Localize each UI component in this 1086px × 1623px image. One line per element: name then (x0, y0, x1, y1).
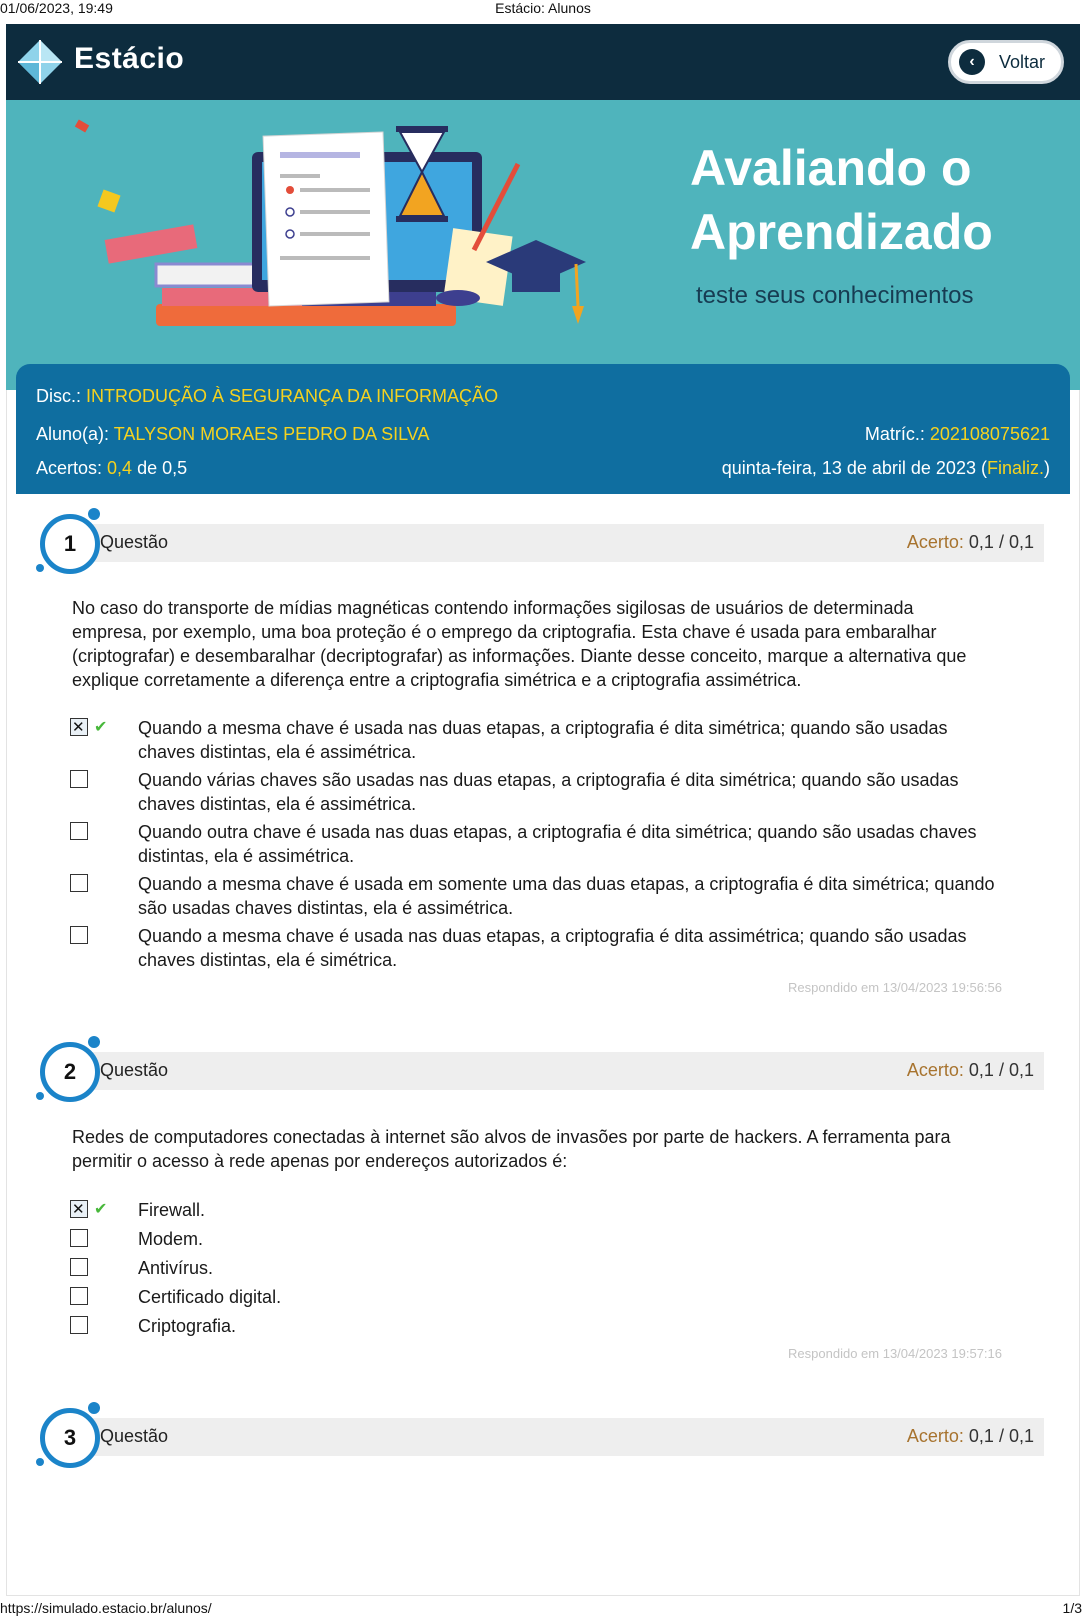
exam-date: quinta-feira, 13 de abril de 2023 (721, 458, 976, 478)
question-bar (82, 1052, 1044, 1090)
back-button-label: Voltar (999, 51, 1046, 72)
question-number: 3 (63, 1425, 77, 1450)
banner (6, 100, 1080, 390)
score-value: 0,1 (968, 1060, 994, 1080)
score-label: Acerto: (906, 1060, 964, 1080)
question-score (907, 1426, 1034, 1447)
question-number: 2 (63, 1059, 77, 1084)
matric-value: 202108075621 (929, 424, 1050, 444)
checkbox[interactable] (70, 1316, 88, 1334)
banner-title (690, 136, 993, 264)
question-header (36, 504, 1042, 584)
hits-value: 0,4 (107, 458, 133, 478)
question-label: Questão (100, 532, 169, 552)
question-bar (82, 524, 1044, 562)
print-page-number: 1/3 (1062, 1600, 1082, 1616)
status-close: ) (1044, 458, 1050, 478)
option-text: Criptografia. (138, 1316, 237, 1336)
question-header (36, 1398, 1042, 1478)
checkbox[interactable] (70, 822, 88, 840)
status-value: Finaliz. (986, 458, 1044, 478)
hits-row (36, 458, 187, 479)
question-label: Questão (100, 1426, 169, 1446)
study-illustration-icon (66, 112, 586, 342)
hits-total: de 0,5 (137, 458, 188, 478)
question-score (907, 532, 1034, 553)
checkbox[interactable] (70, 1258, 88, 1276)
back-button[interactable] (948, 40, 1064, 84)
banner-title-line-2: Aprendizado (690, 204, 993, 260)
discipline-value: INTRODUÇÃO À SEGURANÇA DA INFORMAÇÃO (86, 386, 499, 406)
option-text: Quando a mesma chave é usada nas duas etapas, a criptografia é dita assimétrica; quando são usadas chaves distintas, ela é simétrica. (138, 926, 967, 970)
correct-check-icon: ✔ (94, 719, 108, 736)
option-text: Modem. (138, 1229, 204, 1249)
question-text: No caso do transporte de mídias magnéticas contendo informações sigilosas de usuários de determinada empresa, por exemplo, uma boa proteção é o emprego da criptografia. Esta chave é usada para embaralhar (criptografar) e desembaralhar (decriptografar) as informações. Diante desse conceito, marque a alternativa que explique corretamente a diferença entre a criptografia simétrica e a criptografia assimétrica. (72, 598, 967, 690)
checkbox[interactable] (70, 1287, 88, 1305)
score-total: / 0,1 (998, 1426, 1034, 1446)
hits-label: Acertos: (36, 458, 103, 478)
banner-title-line-1: Avaliando o (690, 140, 972, 196)
status-open: ( (980, 458, 987, 478)
student-label: Aluno(a): (36, 424, 110, 444)
answered-timestamp: Respondido em 13/04/2023 19:56:56 (788, 980, 1002, 995)
exam-info-panel (16, 364, 1070, 494)
print-footer (0, 1600, 1086, 1620)
brand-name: Estácio (74, 42, 185, 75)
checkbox[interactable] (70, 770, 88, 788)
checkbox-checked[interactable] (70, 718, 88, 736)
question-score (907, 1060, 1034, 1081)
option-text: Firewall. (138, 1200, 206, 1220)
score-label: Acerto: (906, 532, 964, 552)
option-text: Quando outra chave é usada nas duas etapas, a criptografia é dita simétrica; quando são usadas chaves distintas, ela é assimétrica. (138, 822, 977, 866)
score-value: 0,1 (968, 1426, 994, 1446)
score-total: / 0,1 (998, 1060, 1034, 1080)
discipline-label: Disc.: (36, 386, 81, 406)
checkbox[interactable] (70, 1229, 88, 1247)
question-number-badge (36, 1400, 108, 1476)
checkbox[interactable] (70, 926, 88, 944)
print-datetime: 01/06/2023, 19:49 (0, 0, 113, 16)
checkbox-checked[interactable] (70, 1200, 88, 1218)
option-text: Antivírus. (138, 1258, 214, 1278)
top-bar (6, 24, 1080, 100)
answered-timestamp: Respondido em 13/04/2023 19:57:16 (788, 1346, 1002, 1361)
option-text: Certificado digital. (138, 1287, 282, 1307)
checkbox[interactable] (70, 874, 88, 892)
print-url: https://simulado.estacio.br/alunos/ (0, 1600, 212, 1616)
score-label: Acerto: (906, 1426, 964, 1446)
student-value: TALYSON MORAES PEDRO DA SILVA (113, 424, 430, 444)
matric-label: Matríc.: (864, 424, 925, 444)
option-text: Quando várias chaves são usadas nas duas etapas, a criptografia é dita simétrica; quando são usadas chaves distintas, ela é assimétrica. (138, 770, 959, 814)
date-status-row (722, 458, 1050, 479)
question-bar (82, 1418, 1044, 1456)
matric-row (865, 424, 1050, 445)
print-title: Estácio: Alunos (495, 0, 591, 16)
student-row (36, 424, 429, 445)
option-text: Quando a mesma chave é usada em somente uma das duas etapas, a criptografia é dita simétrica; quando são usadas chaves distintas, ela é assimétrica. (138, 874, 995, 918)
question-header (36, 1032, 1042, 1112)
question-text: Redes de computadores conectadas à internet são alvos de invasões por parte de hackers. A ferramenta para permitir o acesso à rede apenas por endereços autorizados é: (72, 1127, 951, 1171)
chevron-left-icon: ‹ (959, 49, 985, 75)
question-number: 1 (63, 531, 77, 556)
score-value: 0,1 (968, 532, 994, 552)
print-header (0, 0, 1086, 18)
discipline-row (36, 386, 498, 407)
question-label: Questão (100, 1060, 169, 1080)
option-text: Quando a mesma chave é usada nas duas etapas, a criptografia é dita simétrica; quando são usadas chaves distintas, ela é assimétrica. (138, 718, 948, 762)
banner-subtitle: teste seus conhecimentos (696, 282, 974, 309)
question-number-badge (36, 506, 108, 582)
score-total: / 0,1 (998, 532, 1034, 552)
question-number-badge (36, 1034, 108, 1110)
correct-check-icon: ✔ (94, 1201, 108, 1218)
estacio-logo-icon (16, 38, 64, 86)
